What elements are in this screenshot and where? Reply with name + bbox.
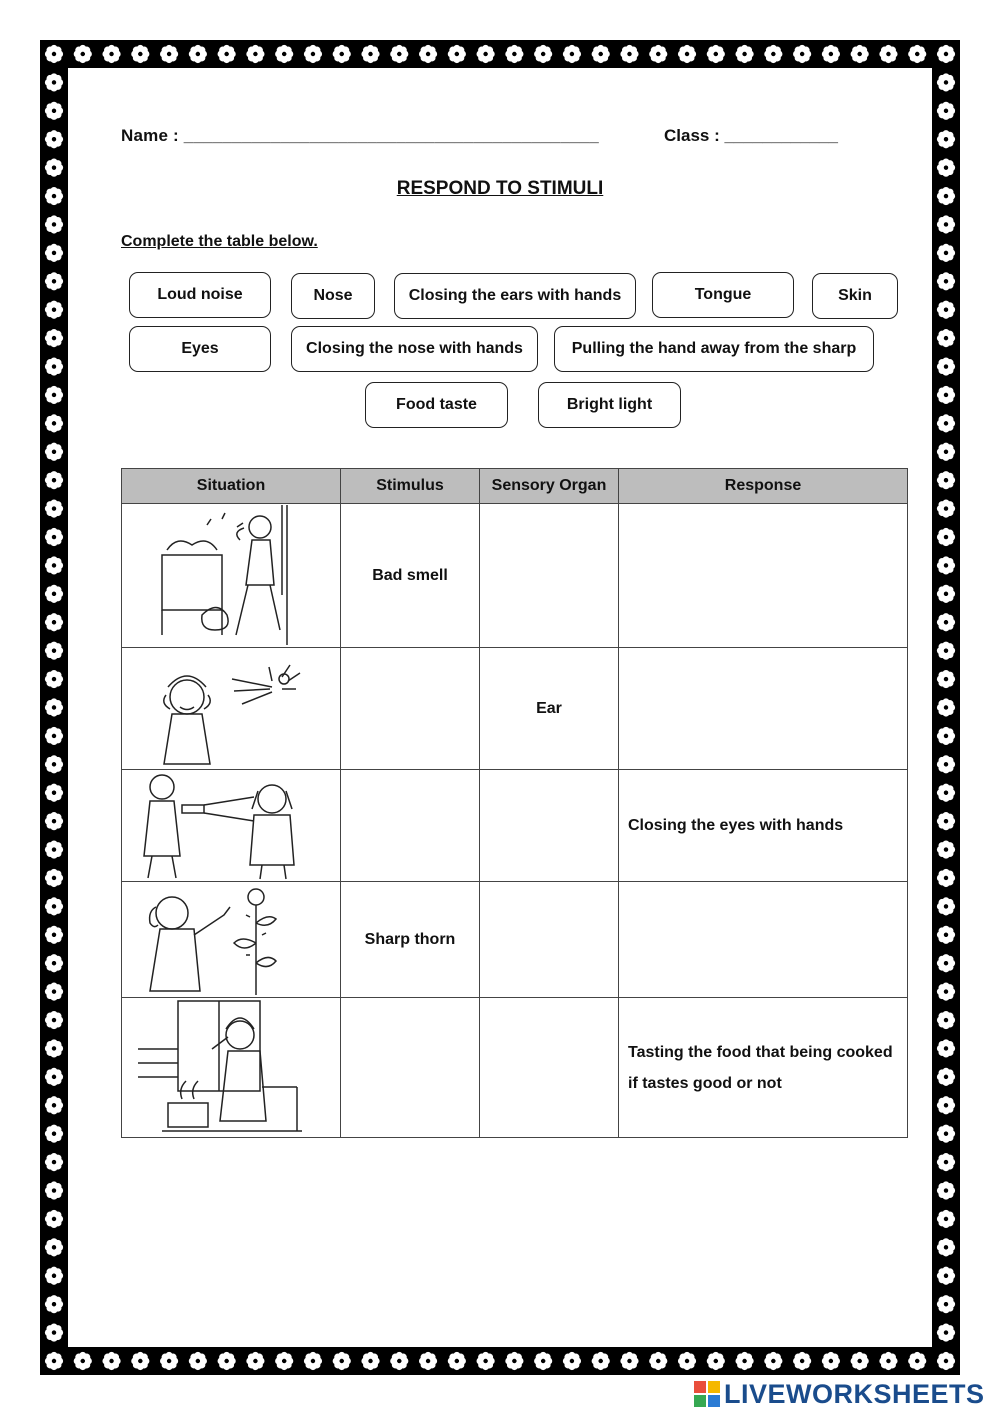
flower-icon (937, 1352, 955, 1370)
organ-cell[interactable]: Ear (480, 648, 619, 770)
flower-icon (45, 585, 63, 603)
flower-icon (45, 926, 63, 944)
flower-icon (908, 1352, 926, 1370)
flower-icon (937, 983, 955, 1001)
flower-icon (45, 244, 63, 262)
header-sensory-organ: Sensory Organ (480, 469, 619, 504)
flower-icon (937, 1039, 955, 1057)
flower-icon (678, 1352, 696, 1370)
flower-icon (361, 45, 379, 63)
flower-icon (45, 812, 63, 830)
flower-icon (505, 45, 523, 63)
table-row (122, 998, 908, 1138)
flower-icon (937, 244, 955, 262)
flower-icon (45, 471, 63, 489)
word-chip-closing-ears[interactable]: Closing the ears with hands (394, 273, 636, 319)
flower-icon (45, 500, 63, 518)
flower-icon (937, 642, 955, 660)
flower-icon (390, 1352, 408, 1370)
flower-icon (937, 1267, 955, 1285)
flower-icon (477, 45, 495, 63)
flower-icon (45, 1352, 63, 1370)
flower-icon (937, 840, 955, 858)
flower-icon (937, 897, 955, 915)
garbage-smell-illustration (122, 505, 341, 647)
table-row (122, 648, 908, 770)
flower-icon (793, 1352, 811, 1370)
header-response: Response (619, 469, 908, 504)
flower-icon (304, 45, 322, 63)
flower-icon (45, 954, 63, 972)
flower-icon (620, 45, 638, 63)
flower-icon (45, 1295, 63, 1313)
flower-icon (45, 840, 63, 858)
flower-icon (937, 926, 955, 944)
flower-icon (649, 1352, 667, 1370)
flower-icon (879, 45, 897, 63)
flower-icon (937, 812, 955, 830)
flower-icon (563, 1352, 581, 1370)
flower-icon (937, 500, 955, 518)
flower-icon (937, 613, 955, 631)
word-chip-pulling-hand[interactable]: Pulling the hand away from the sharp (554, 326, 874, 372)
situation-cell (122, 504, 341, 648)
flower-icon (448, 1352, 466, 1370)
flower-icon (45, 670, 63, 688)
flower-icon (937, 301, 955, 319)
flower-icon (45, 215, 63, 233)
flower-icon (45, 1068, 63, 1086)
tasting-food-illustration (122, 999, 341, 1137)
flower-icon (937, 1011, 955, 1029)
word-chip-food-taste[interactable]: Food taste (365, 382, 508, 428)
flower-icon (879, 1352, 897, 1370)
firecracker-noise-illustration (122, 649, 341, 769)
stimulus-cell[interactable]: Sharp thorn (341, 882, 480, 998)
word-chip-closing-nose[interactable]: Closing the nose with hands (291, 326, 538, 372)
flower-icon (45, 102, 63, 120)
flower-icon (678, 45, 696, 63)
flower-icon (448, 45, 466, 63)
flower-icon (851, 1352, 869, 1370)
flower-icon (45, 983, 63, 1001)
flower-icon (764, 1352, 782, 1370)
flower-icon (937, 1323, 955, 1341)
table-row (122, 770, 908, 882)
class-field[interactable]: Class : ____________ (664, 126, 838, 145)
flower-icon (649, 45, 667, 63)
flower-icon (937, 954, 955, 972)
situation-cell (122, 648, 341, 770)
flower-icon (937, 1068, 955, 1086)
response-cell[interactable] (619, 648, 908, 770)
flower-icon (908, 45, 926, 63)
flower-icon (937, 1125, 955, 1143)
situation-cell (122, 770, 341, 882)
flower-icon (361, 1352, 379, 1370)
stimulus-cell[interactable] (341, 770, 480, 882)
rose-thorn-illustration (122, 883, 341, 997)
response-line: Tasting the food that being cooked (628, 1043, 893, 1061)
flower-icon (937, 755, 955, 773)
flower-icon (822, 45, 840, 63)
word-chip-bright-light[interactable]: Bright light (538, 382, 681, 428)
brand-text: LIVEWORKSHEETS (724, 1378, 985, 1409)
flower-icon (937, 1096, 955, 1114)
flower-icon (45, 1125, 63, 1143)
stimulus-cell[interactable]: Bad smell (341, 504, 480, 648)
flower-icon (45, 301, 63, 319)
flower-icon (45, 727, 63, 745)
flower-icon (45, 272, 63, 290)
flower-icon (275, 1352, 293, 1370)
situation-cell (122, 998, 341, 1138)
flower-icon (45, 386, 63, 404)
flower-icon (937, 329, 955, 347)
flower-icon (707, 45, 725, 63)
word-chip-eyes[interactable]: Eyes (129, 326, 271, 372)
flower-icon (534, 1352, 552, 1370)
header-stimulus: Stimulus (341, 469, 480, 504)
flower-icon (45, 698, 63, 716)
flower-icon (45, 1181, 63, 1199)
table-header-row (122, 469, 908, 504)
flower-icon (937, 443, 955, 461)
flower-icon (45, 642, 63, 660)
flower-icon (390, 45, 408, 63)
flower-icon (45, 1267, 63, 1285)
flower-icon (45, 528, 63, 546)
flower-icon (419, 1352, 437, 1370)
flower-icon (74, 1352, 92, 1370)
response-line: if tastes good or not (628, 1074, 782, 1092)
flower-icon (851, 45, 869, 63)
flower-icon (937, 1181, 955, 1199)
flower-icon (218, 45, 236, 63)
response-cell[interactable] (619, 504, 908, 648)
word-chip-skin[interactable]: Skin (812, 273, 898, 319)
flower-icon (419, 45, 437, 63)
response-cell[interactable]: Closing the eyes with hands (619, 770, 908, 882)
flower-icon (937, 215, 955, 233)
flower-icon (937, 471, 955, 489)
name-field[interactable]: Name : ___________________________________________ (121, 126, 599, 145)
worksheet-title: RESPOND TO STIMULI (396, 178, 604, 199)
flower-icon (937, 698, 955, 716)
flower-icon (102, 1352, 120, 1370)
flower-icon (735, 1352, 753, 1370)
flower-icon (937, 528, 955, 546)
flower-icon (592, 1352, 610, 1370)
flower-icon (937, 585, 955, 603)
flower-icon (937, 1238, 955, 1256)
flower-icon (333, 1352, 351, 1370)
flower-icon (937, 272, 955, 290)
flower-icon (45, 1011, 63, 1029)
flower-icon (45, 159, 63, 177)
flower-icon (275, 45, 293, 63)
flower-icon (937, 1210, 955, 1228)
flower-icon (735, 45, 753, 63)
stimuli-table (121, 468, 908, 1138)
response-cell[interactable] (619, 998, 908, 1138)
flower-icon (160, 1352, 178, 1370)
flower-icon (764, 45, 782, 63)
flower-icon (45, 869, 63, 887)
flower-icon (45, 45, 63, 63)
organ-cell[interactable] (480, 998, 619, 1138)
flower-icon (246, 45, 264, 63)
word-chip-tongue[interactable]: Tongue (652, 272, 794, 318)
flower-icon (937, 670, 955, 688)
flower-icon (937, 45, 955, 63)
flower-icon (189, 1352, 207, 1370)
flower-icon (45, 329, 63, 347)
flower-icon (45, 73, 63, 91)
flower-icon (45, 1323, 63, 1341)
table-row (122, 504, 908, 648)
flower-icon (304, 1352, 322, 1370)
flower-icon (45, 1039, 63, 1057)
flower-icon (131, 45, 149, 63)
flower-icon (477, 1352, 495, 1370)
flower-icon (45, 130, 63, 148)
flower-icon (74, 45, 92, 63)
flower-icon (505, 1352, 523, 1370)
flower-icon (45, 613, 63, 631)
flower-icon (45, 1210, 63, 1228)
flower-icon (937, 386, 955, 404)
flower-icon (563, 45, 581, 63)
flower-icon (592, 45, 610, 63)
stimulus-cell[interactable] (341, 998, 480, 1138)
organ-cell[interactable] (480, 504, 619, 648)
instruction-text: Complete the table below. (121, 233, 318, 250)
flower-icon (937, 102, 955, 120)
flower-icon (937, 727, 955, 745)
flower-icon (937, 130, 955, 148)
flower-icon (102, 45, 120, 63)
liveworksheets-logo-icon (694, 1381, 720, 1407)
flower-icon (707, 1352, 725, 1370)
liveworksheets-brand (694, 1378, 985, 1410)
organ-cell[interactable] (480, 770, 619, 882)
flower-icon (937, 414, 955, 432)
response-cell[interactable] (619, 882, 908, 998)
flower-icon (937, 357, 955, 375)
stimulus-cell[interactable] (341, 648, 480, 770)
flower-icon (45, 556, 63, 574)
flower-icon (937, 784, 955, 802)
flower-icon (45, 1096, 63, 1114)
flower-icon (246, 1352, 264, 1370)
flower-icon (45, 357, 63, 375)
flower-icon (822, 1352, 840, 1370)
table-row (122, 882, 908, 998)
flower-icon (45, 755, 63, 773)
flower-icon (937, 869, 955, 887)
flower-icon (160, 45, 178, 63)
flower-icon (937, 73, 955, 91)
word-chip-nose[interactable]: Nose (291, 273, 375, 319)
flower-icon (45, 1153, 63, 1171)
flower-icon (793, 45, 811, 63)
flower-icon (45, 1238, 63, 1256)
flower-icon (534, 45, 552, 63)
organ-cell[interactable] (480, 882, 619, 998)
header-situation: Situation (122, 469, 341, 504)
flower-icon (937, 1295, 955, 1313)
flower-icon (45, 784, 63, 802)
flower-icon (937, 1153, 955, 1171)
flower-icon (937, 556, 955, 574)
flower-icon (189, 45, 207, 63)
flower-icon (45, 443, 63, 461)
flower-icon (131, 1352, 149, 1370)
flower-icon (333, 45, 351, 63)
flower-icon (620, 1352, 638, 1370)
flower-icon (45, 897, 63, 915)
word-chip-loud-noise[interactable]: Loud noise (129, 272, 271, 318)
flower-icon (937, 159, 955, 177)
flower-icon (218, 1352, 236, 1370)
flower-icon (45, 414, 63, 432)
situation-cell (122, 882, 341, 998)
bright-light-illustration (122, 771, 341, 881)
